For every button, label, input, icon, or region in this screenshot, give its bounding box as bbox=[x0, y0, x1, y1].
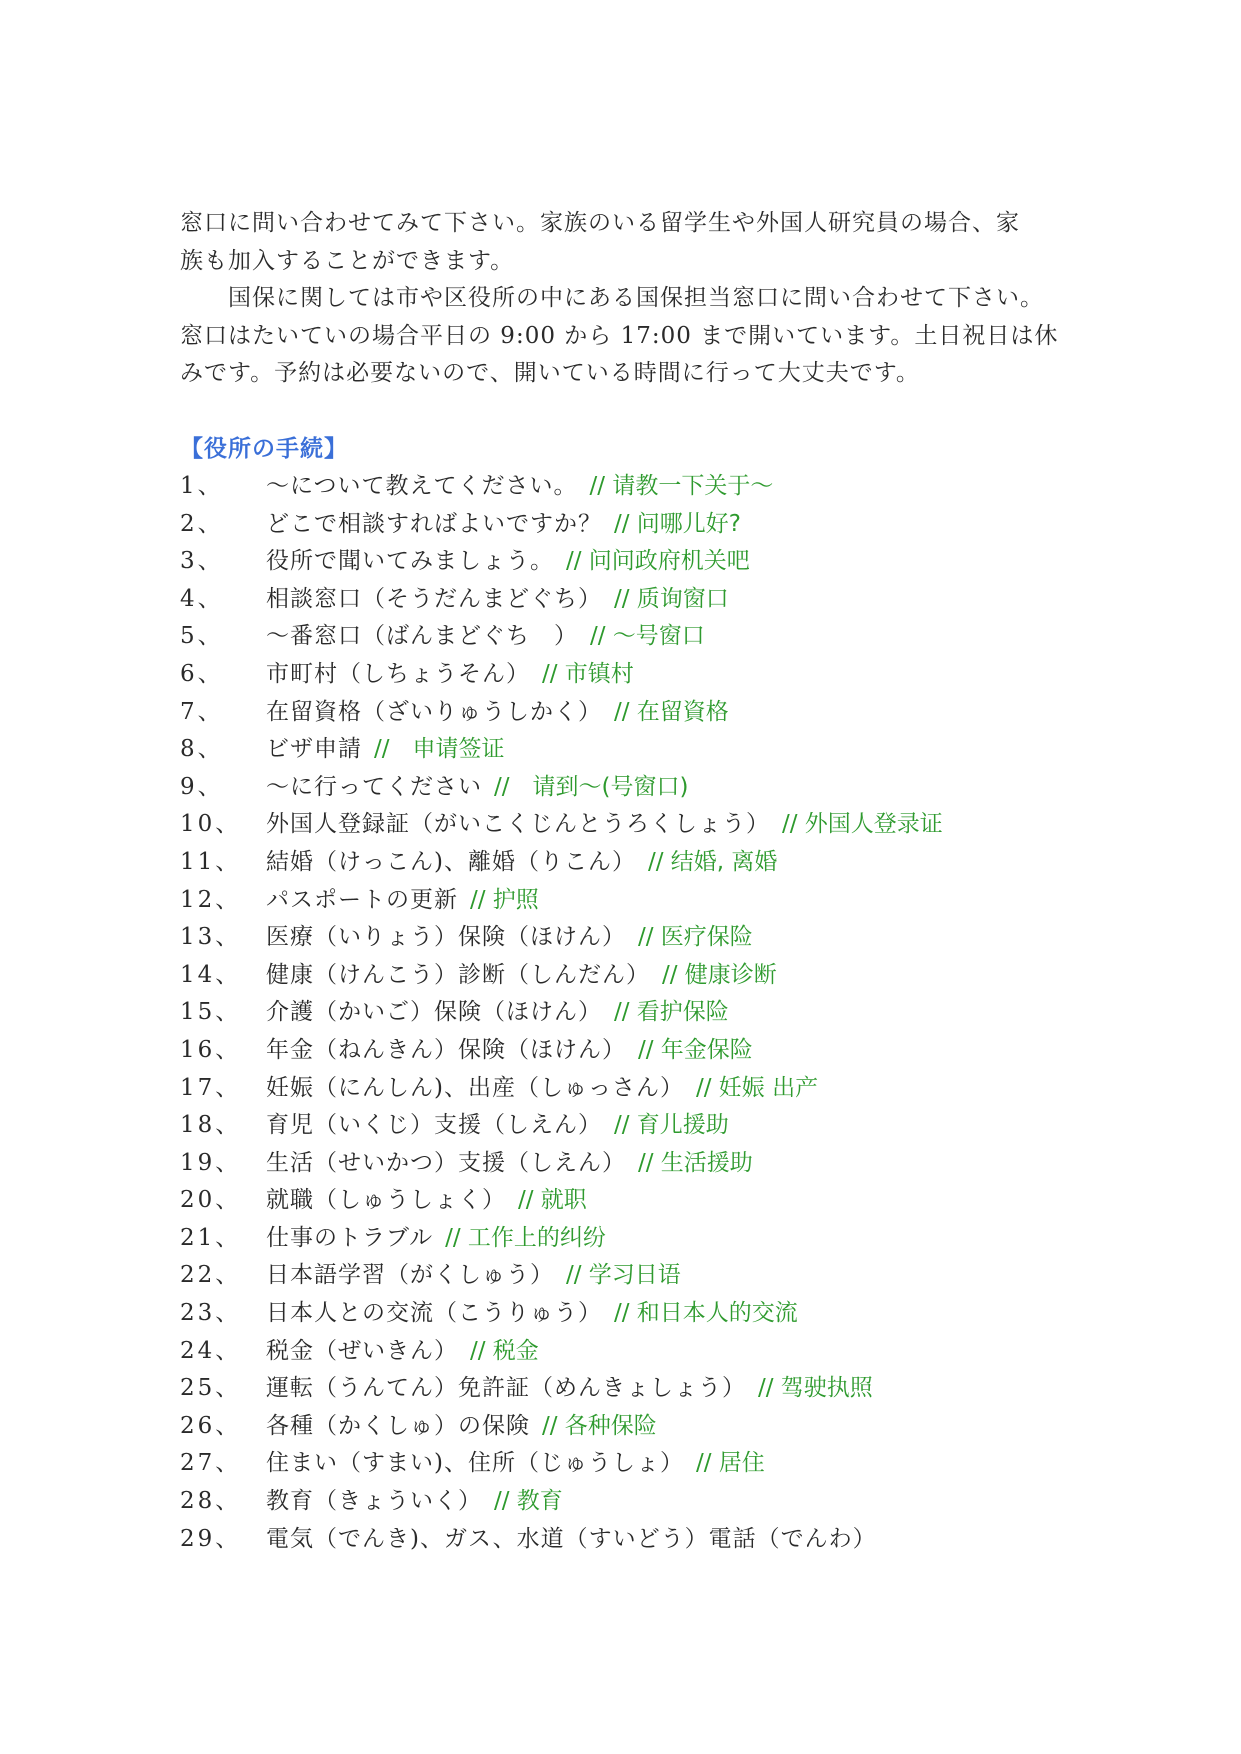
vocab-japanese: ～番窓口（ばんまどぐち ） bbox=[266, 623, 578, 650]
vocab-item bbox=[180, 468, 1080, 506]
vocab-number: 5、 bbox=[180, 623, 224, 650]
vocab-item bbox=[180, 1182, 1080, 1220]
vocab-number: 27、 bbox=[180, 1450, 242, 1477]
vocab-translation: // 质询窗口 bbox=[614, 585, 729, 612]
vocab-japanese: 外国人登録証（がいこくじんとうろくしょう） bbox=[266, 811, 770, 838]
intro-line-1: 窓口に問い合わせてみて下さい。家族のいる留学生や外国人研究員の場合、家 bbox=[180, 210, 1020, 236]
vocab-item bbox=[180, 1333, 1080, 1371]
vocab-number: 28、 bbox=[180, 1488, 242, 1515]
vocab-translation: // 看护保险 bbox=[614, 999, 729, 1026]
vocab-number: 6、 bbox=[180, 660, 224, 687]
vocab-number: 4、 bbox=[180, 585, 224, 612]
vocab-japanese: ～に行ってください bbox=[266, 773, 482, 800]
intro-line-2: 族も加入することができます。 bbox=[180, 247, 515, 274]
vocab-item bbox=[180, 882, 1080, 920]
vocab-translation: // 结婚, 离婚 bbox=[647, 848, 778, 875]
vocab-translation: // 问问政府机关吧 bbox=[566, 548, 750, 575]
vocab-japanese: 運転（うんてん）免許証（めんきょしょう） bbox=[266, 1375, 746, 1402]
vocab-japanese: どこで相談すればよいですか？ bbox=[266, 510, 602, 537]
vocab-japanese: 日本人との交流（こうりゅう） bbox=[266, 1300, 602, 1327]
section-title: 【役所の手続】 bbox=[180, 435, 348, 462]
vocab-item bbox=[180, 1032, 1080, 1070]
vocab-japanese: パスポートの更新 bbox=[266, 886, 458, 913]
vocab-japanese: 年金（ねんきん）保険（ほけん） bbox=[266, 1036, 626, 1063]
vocab-number: 8、 bbox=[180, 736, 224, 763]
vocab-translation: // 健康诊断 bbox=[662, 961, 777, 988]
vocab-item bbox=[180, 1295, 1080, 1333]
vocab-translation: // 医疗保险 bbox=[638, 924, 753, 951]
vocab-japanese: ～について教えてください。 bbox=[266, 473, 578, 499]
vocab-number: 7、 bbox=[180, 698, 224, 725]
vocab-translation: // 护照 bbox=[470, 886, 539, 913]
vocab-japanese: 健康（けんこう）診断（しんだん） bbox=[266, 961, 650, 988]
vocab-translation: // 教育 bbox=[494, 1488, 563, 1515]
vocab-translation: // 和日本人的交流 bbox=[614, 1300, 798, 1327]
vocab-translation: // ～号窗口 bbox=[590, 623, 705, 650]
vocab-translation: // 各种保险 bbox=[542, 1412, 657, 1439]
vocab-number: 25、 bbox=[180, 1375, 242, 1402]
vocab-item bbox=[180, 769, 1080, 807]
vocab-item bbox=[180, 994, 1080, 1032]
vocab-item bbox=[180, 694, 1080, 732]
vocab-item bbox=[180, 1370, 1080, 1408]
vocab-japanese: 医療（いりょう）保険（ほけん） bbox=[266, 924, 626, 951]
vocab-translation: // 学习日语 bbox=[566, 1262, 681, 1289]
vocab-item bbox=[180, 656, 1080, 694]
vocab-japanese: 仕事のトラブル bbox=[266, 1224, 434, 1251]
vocab-translation: // 市镇村 bbox=[542, 660, 634, 687]
vocab-number: 17、 bbox=[180, 1074, 242, 1101]
vocab-translation: // 外国人登录证 bbox=[782, 811, 943, 838]
vocab-translation: // 驾驶执照 bbox=[758, 1375, 873, 1402]
vocab-item bbox=[180, 1070, 1080, 1108]
vocab-item bbox=[180, 806, 1080, 844]
vocab-translation: // 申请签证 bbox=[374, 736, 505, 763]
vocab-item bbox=[180, 1220, 1080, 1258]
vocab-item bbox=[180, 1408, 1080, 1446]
vocab-number: 20、 bbox=[180, 1187, 242, 1214]
vocab-number: 19、 bbox=[180, 1149, 242, 1176]
intro-line-4: 窓口はたいていの場合平日の 9:00 から 17:00 まで開いています。土日祝日は休 bbox=[180, 322, 1059, 349]
vocab-number: 1、 bbox=[180, 473, 224, 499]
vocab-japanese: 住まい（すまい)、住所（じゅうしょ） bbox=[266, 1450, 684, 1477]
vocab-item bbox=[180, 618, 1080, 656]
vocab-translation: // 问哪儿好? bbox=[614, 510, 742, 537]
vocab-japanese: ビザ申請 bbox=[266, 736, 362, 763]
vocab-translation: // 居住 bbox=[695, 1450, 765, 1477]
vocab-number: 15、 bbox=[180, 999, 242, 1026]
vocab-japanese: 日本語学習（がくしゅう） bbox=[266, 1262, 554, 1289]
vocab-translation: // 生活援助 bbox=[638, 1149, 753, 1176]
vocab-number: 22、 bbox=[180, 1262, 242, 1289]
vocab-translation: // 工作上的纠纷 bbox=[445, 1224, 606, 1251]
vocab-number: 9、 bbox=[180, 773, 224, 800]
vocab-translation: // 育儿援助 bbox=[614, 1112, 729, 1139]
vocab-number: 23、 bbox=[180, 1300, 242, 1327]
vocab-japanese: 介護（かいご）保険（ほけん） bbox=[266, 999, 602, 1026]
vocab-item bbox=[180, 543, 1080, 581]
vocab-japanese: 結婚（けっこん)、離婚（りこん） bbox=[266, 848, 636, 875]
vocab-japanese: 市町村（しちょうそん） bbox=[266, 660, 530, 687]
vocab-number: 11、 bbox=[180, 848, 242, 875]
vocab-japanese: 教育（きょういく） bbox=[266, 1488, 482, 1515]
vocab-number: 29、 bbox=[180, 1525, 242, 1552]
vocab-number: 14、 bbox=[180, 961, 242, 988]
vocab-japanese: 在留資格（ざいりゅうしかく） bbox=[266, 698, 602, 725]
vocab-translation: // 税金 bbox=[470, 1337, 539, 1364]
vocab-japanese: 妊娠（にんしん)、出産（しゅっさん） bbox=[266, 1074, 684, 1101]
document-page bbox=[180, 205, 1080, 1558]
vocab-japanese: 電気（でんき)、ガス、水道（すいどう）電話（でんわ） bbox=[266, 1525, 877, 1552]
vocab-item bbox=[180, 957, 1080, 995]
vocab-japanese: 生活（せいかつ）支援（しえん） bbox=[266, 1149, 626, 1176]
vocab-japanese: 税金（ぜいきん） bbox=[266, 1337, 458, 1364]
vocab-list bbox=[180, 468, 1080, 1558]
vocab-number: 12、 bbox=[180, 886, 242, 913]
vocab-number: 21、 bbox=[180, 1224, 242, 1251]
vocab-translation: // 年金保险 bbox=[638, 1036, 753, 1063]
vocab-item bbox=[180, 919, 1080, 957]
vocab-japanese: 相談窓口（そうだんまどぐち） bbox=[266, 585, 602, 612]
vocab-translation: // 请教一下关于～ bbox=[589, 473, 774, 499]
vocab-number: 10、 bbox=[180, 811, 242, 838]
vocab-number: 16、 bbox=[180, 1036, 242, 1063]
vocab-number: 18、 bbox=[180, 1112, 242, 1139]
vocab-item bbox=[180, 1521, 1080, 1559]
intro-line-3: 国保に関しては市や区役所の中にある国保担当窓口に問い合わせて下さい。 bbox=[228, 285, 1044, 311]
vocab-item bbox=[180, 581, 1080, 619]
vocab-translation: // 请到～(号窗口) bbox=[494, 773, 689, 800]
vocab-item bbox=[180, 506, 1080, 544]
vocab-item bbox=[180, 1145, 1080, 1183]
vocab-item bbox=[180, 1483, 1080, 1521]
vocab-japanese: 役所で聞いてみましょう。 bbox=[266, 548, 554, 575]
vocab-number: 2、 bbox=[180, 510, 224, 537]
vocab-translation: // 妊娠 出产 bbox=[695, 1074, 819, 1101]
vocab-item bbox=[180, 731, 1080, 769]
vocab-number: 3、 bbox=[180, 548, 224, 575]
intro-line-5: みです。予約は必要ないので、開いている時間に行って大丈夫です。 bbox=[180, 360, 920, 386]
vocab-item bbox=[180, 1257, 1080, 1295]
vocab-item bbox=[180, 844, 1080, 882]
vocab-translation: // 在留資格 bbox=[614, 698, 729, 725]
vocab-japanese: 各種（かくしゅ）の保険 bbox=[266, 1412, 530, 1439]
vocab-number: 24、 bbox=[180, 1337, 242, 1364]
vocab-item bbox=[180, 1107, 1080, 1145]
vocab-translation: // 就职 bbox=[518, 1187, 587, 1214]
vocab-number: 13、 bbox=[180, 924, 242, 951]
vocab-japanese: 育児（いくじ）支援（しえん） bbox=[266, 1112, 602, 1139]
vocab-japanese: 就職（しゅうしょく） bbox=[266, 1187, 506, 1214]
vocab-item bbox=[180, 1445, 1080, 1483]
vocab-number: 26、 bbox=[180, 1412, 242, 1439]
